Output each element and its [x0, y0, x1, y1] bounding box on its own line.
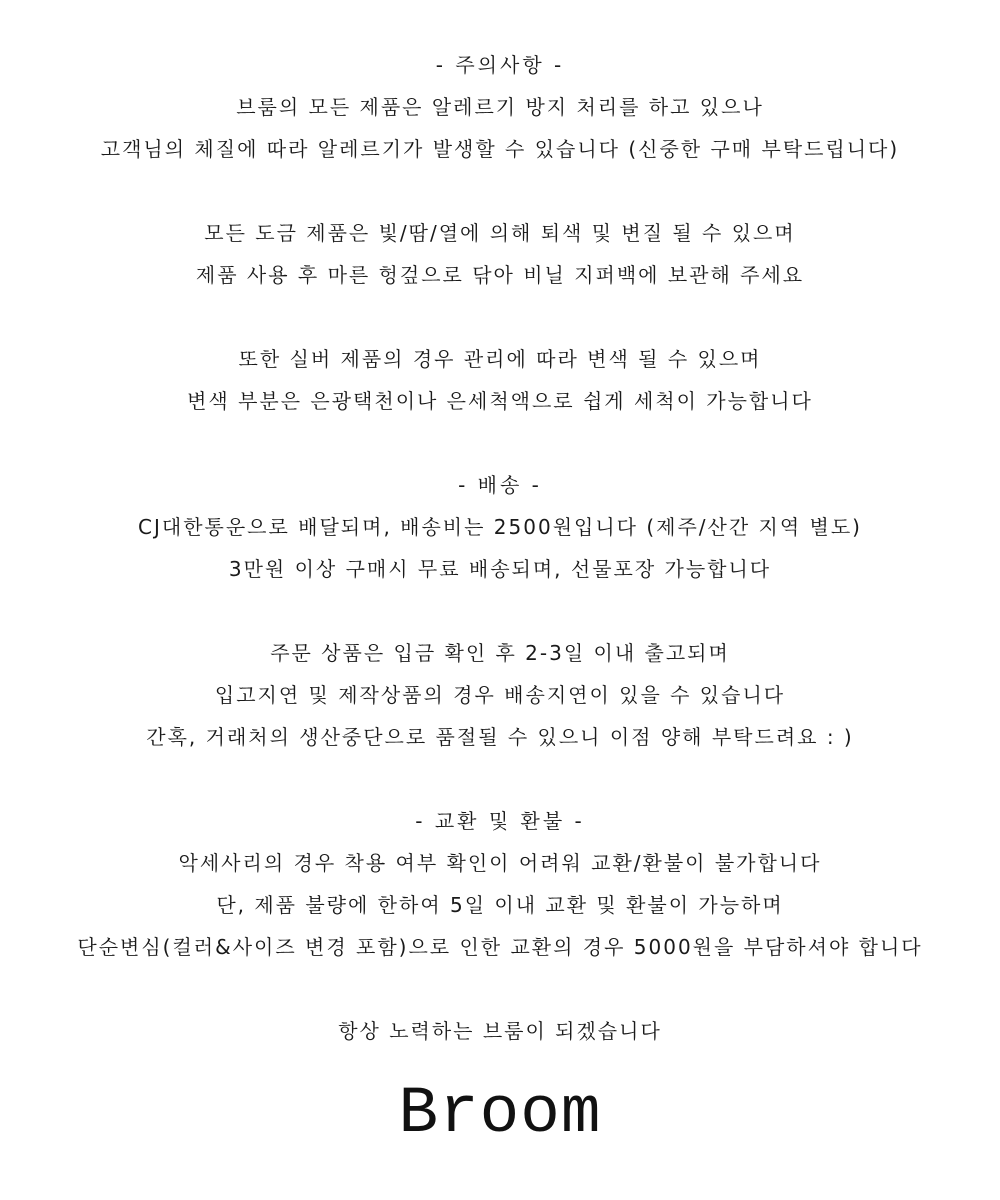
brand-logo: Broom	[398, 1076, 602, 1151]
exchange-refund-section	[0, 800, 1000, 968]
caution-line: 브룸의 모든 제품은 알레르기 방지 처리를 하고 있으나	[236, 95, 764, 119]
silver-care-section	[0, 338, 1000, 422]
dispatch-line: 입고지연 및 제작상품의 경우 배송지연이 있을 수 있습니다	[214, 683, 786, 707]
plating-care-line: 제품 사용 후 마른 헝겊으로 닦아 비닐 지퍼백에 보관해 주세요	[195, 263, 805, 287]
shipping-heading: - 배송 -	[458, 473, 542, 497]
exchange-refund-line: 악세사리의 경우 착용 여부 확인이 어려워 교환/환불이 불가합니다	[178, 851, 822, 875]
shipping-line: 3만원 이상 구매시 무료 배송되며, 선물포장 가능합니다	[228, 557, 772, 581]
silver-care-line: 또한 실버 제품의 경우 관리에 따라 변색 될 수 있으며	[238, 347, 762, 371]
caution-section	[0, 44, 1000, 170]
shipping-section	[0, 464, 1000, 590]
closing-line: 항상 노력하는 브룸이 되겠습니다	[338, 1019, 662, 1043]
caution-line: 고객님의 체질에 따라 알레르기가 발생할 수 있습니다 (신중한 구매 부탁드립니다)	[100, 137, 900, 161]
shipping-line: CJ대한통운으로 배달되며, 배송비는 2500원입니다 (제주/산간 지역 별도)	[138, 515, 862, 539]
exchange-refund-line: 단순변심(컬러&사이즈 변경 포함)으로 인한 교환의 경우 5000원을 부담하셔야 합니다	[77, 935, 923, 959]
dispatch-section	[0, 632, 1000, 758]
closing-section	[0, 1010, 1000, 1052]
dispatch-line: 주문 상품은 입금 확인 후 2-3일 이내 출고되며	[270, 641, 730, 665]
plating-care-line: 모든 도금 제품은 빛/땀/열에 의해 퇴색 및 변질 될 수 있으며	[204, 221, 796, 245]
caution-heading: - 주의사항 -	[435, 53, 565, 77]
exchange-refund-line: 단, 제품 불량에 한하여 5일 이내 교환 및 환불이 가능하며	[216, 893, 784, 917]
exchange-refund-heading: - 교환 및 환불 -	[415, 809, 585, 833]
plating-care-section	[0, 212, 1000, 296]
silver-care-line: 변색 부분은 은광택천이나 은세척액으로 쉽게 세척이 가능합니다	[187, 389, 813, 413]
dispatch-line: 간혹, 거래처의 생산중단으로 품절될 수 있으니 이점 양해 부탁드려요 : )	[146, 725, 854, 749]
notice-text	[0, 44, 1000, 1052]
